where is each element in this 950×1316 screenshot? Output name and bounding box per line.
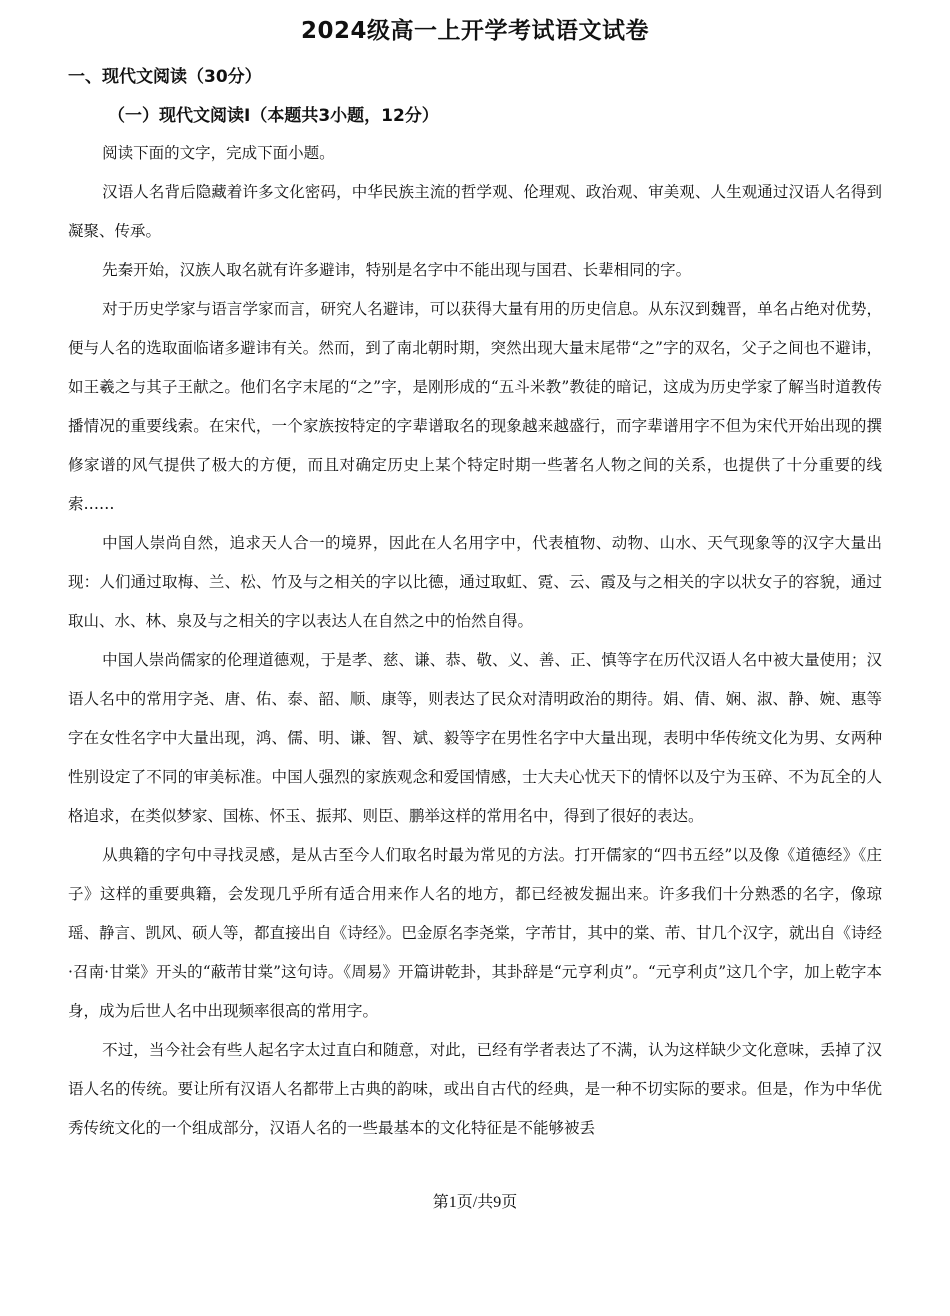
subsection-heading: （一）现代文阅读Ⅰ（本题共3小题，12分）	[108, 106, 439, 126]
passage-paragraph: 先秦开始，汉族人取名就有许多避讳，特别是名字中不能出现与国君、长辈相同的字。	[102, 261, 692, 279]
reading-passage	[68, 134, 882, 1148]
page-number: 第1页/共9页	[432, 1194, 518, 1211]
section-heading: 一、现代文阅读（30分）	[68, 67, 262, 87]
page-title: 2024级高一上开学考试语文试卷	[300, 18, 649, 44]
instruction-paragraph: 阅读下面的文字，完成下面小题。	[102, 144, 335, 162]
passage-paragraph: 从典籍的字句中寻找灵感，是从古至今人们取名时最为常见的方法。打开儒家的“四书五经”以及像《道德经》《庄子》这样的重要典籍，会发现几乎所有适合用来作人名的地方，都已经被发掘出来。许多我们十分熟悉的名字，像琼瑶、静言、凯风、硕人等，都直接出自《诗经》。巴金原名李尧棠，字芾甘，其中的棠、芾、甘几个汉字，就出自《诗经·召南·甘棠》开头的“蔽芾甘棠”这句诗。《周易》开篇讲乾卦，其卦辞是“元亨利贞”。“元亨利贞”这几个字，加上乾字本身，成为后世人名中出现频率很高的常用字。	[68, 846, 882, 1020]
passage-paragraph: 中国人崇尚自然，追求天人合一的境界，因此在人名用字中，代表植物、动物、山水、天气现象等的汉字大量出现：人们通过取梅、兰、松、竹及与之相关的字以比德，通过取虹、霓、云、霞及与之相关的字以状女子的容貌，通过取山、水、林、泉及与之相关的字以表达人在自然之中的怡然自得。	[68, 534, 882, 630]
passage-paragraph: 汉语人名背后隐藏着许多文化密码，中华民族主流的哲学观、伦理观、政治观、审美观、人生观通过汉语人名得到凝聚、传承。	[68, 183, 882, 240]
passage-paragraph: 不过，当今社会有些人起名字太过直白和随意，对此，已经有学者表达了不满，认为这样缺少文化意味，丢掉了汉语人名的传统。要让所有汉语人名都带上古典的韵味，或出自古代的经典，是一种不切实际的要求。但是，作为中华优秀传统文化的一个组成部分，汉语人名的一些最基本的文化特征是不能够被丢	[68, 1041, 882, 1137]
passage-paragraph: 中国人崇尚儒家的伦理道德观，于是孝、慈、谦、恭、敬、义、善、正、慎等字在历代汉语人名中被大量使用；汉语人名中的常用字尧、唐、佑、泰、韶、顺、康等，则表达了民众对清明政治的期待。娟、倩、娴、淑、静、婉、惠等字在女性名字中大量出现，鸿、儒、明、谦、智、斌、毅等字在男性名字中大量出现，表明中华传统文化为男、女两种性别设定了不同的审美标准。中国人强烈的家族观念和爱国情感，士大夫心忧天下的情怀以及宁为玉碎、不为瓦全的人格追求，在类似梦家、国栋、怀玉、振邦、则臣、鹏举这样的常用名中，得到了很好的表达。	[68, 651, 882, 825]
passage-paragraph: 对于历史学家与语言学家而言，研究人名避讳，可以获得大量有用的历史信息。从东汉到魏晋，单名占绝对优势，便与人名的选取面临诸多避讳有关。然而，到了南北朝时期，突然出现大量末尾带“之”字的双名，父子之间也不避讳，如王羲之与其子王献之。他们名字末尾的“之”字，是刚形成的“五斗米教”教徒的暗记，这成为历史学家了解当时道教传播情况的重要线索。在宋代，一个家族按特定的字辈谱取名的现象越来越盛行，而字辈谱用字不但为宋代开始出现的撰修家谱的风气提供了极大的方便，而且对确定历史上某个特定时期一些著名人物之间的关系，也提供了十分重要的线索……	[68, 300, 882, 513]
